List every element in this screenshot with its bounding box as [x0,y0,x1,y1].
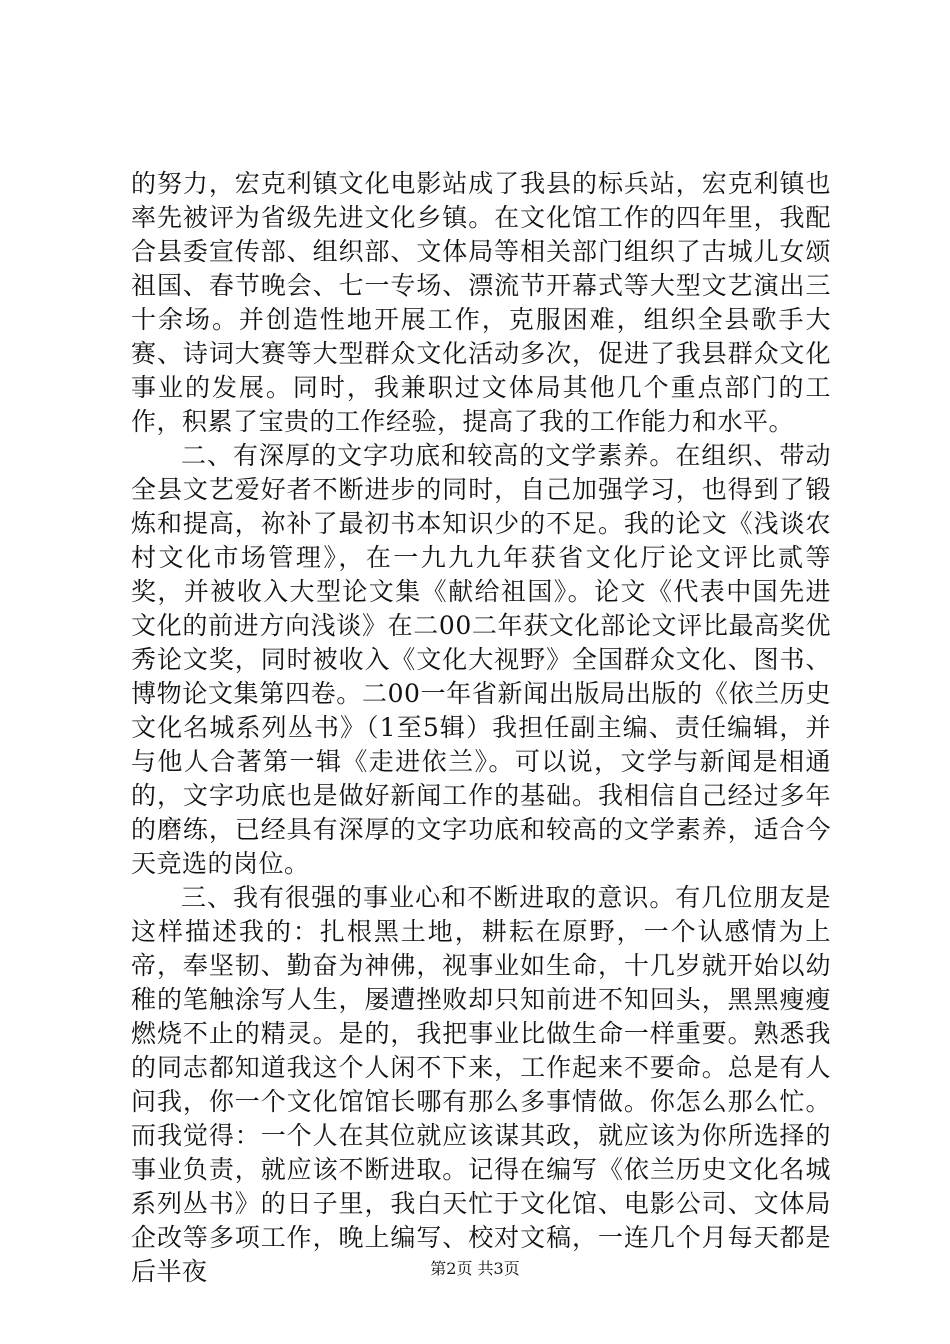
paragraph-3: 三、我有很强的事业心和不断进取的意识。有几位朋友是这样描述我的：扎根黑土地，耕耘在原野，一个认感情为上帝，奉坚韧、勤奋为神佛，视事业如生命，十几岁就开始以幼稚的笔触涂写人生，屡遭挫败却只知前进不知回头，黑黑瘦瘦燃烧不止的精灵。是的，我把事业比做生命一样重要。熟悉我的同志都知道我这个人闲不下来，工作起来不要命。总是有人问我，你一个文化馆馆长哪有那么多事情做。你怎么那么忙。而我觉得：一个人在其位就应该谋其政，就应该为你所选择的事业负责，就应该不断进取。记得在编写《依兰历史文化名城系列丛书》的日子里，我白天忙于文化馆、电影公司、文体局企改等多项工作，晚上编写、校对文稿，一连几个月每天都是后半夜 [131,883,831,1286]
page-footer: 第2页 共3页 [430,1259,520,1278]
document-body [131,167,831,1289]
paragraph-1: 的努力，宏克利镇文化电影站成了我县的标兵站，宏克利镇也率先被评为省级先进文化乡镇。在文化馆工作的四年里，我配合县委宣传部、组织部、文体局等相关部门组织了古城儿女颂祖国、春节晚会、七一专场、漂流节开幕式等大型文艺演出三十余场。并创造性地开展工作，克服困难，组织全县歌手大赛、诗词大赛等大型群众文化活动多次，促进了我县群众文化事业的发展。同时，我兼职过文体局其他几个重点部门的工作，积累了宝贵的工作经验，提高了我的工作能力和水平。 [131,169,831,436]
paragraph-2: 二、有深厚的文字功底和较高的文学素养。在组织、带动全县文艺爱好者不断进步的同时，自己加强学习，也得到了锻炼和提高，祢补了最初书本知识少的不足。我的论文《浅谈农村文化市场管理》，在一九九九年获省文化厅论文评比贰等奖，并被收入大型论文集《献给祖国》。论文《代表中国先进文化的前进方向浅谈》在二00二年获文化部论文评比最高奖优秀论文奖，同时被收入《文化大视野》全国群众文化、图书、博物论文集第四卷。二00一年省新闻出版局出版的《依兰历史文化名城系列丛书》（1至5辑）我担任副主编、责任编辑，并与他人合著第一辑《走进依兰》。可以说，文学与新闻是相通的，文字功底也是做好新闻工作的基础。我相信自己经过多年的磨练，已经具有深厚的文字功底和较高的文学素养，适合今天竞选的岗位。 [131,441,831,878]
